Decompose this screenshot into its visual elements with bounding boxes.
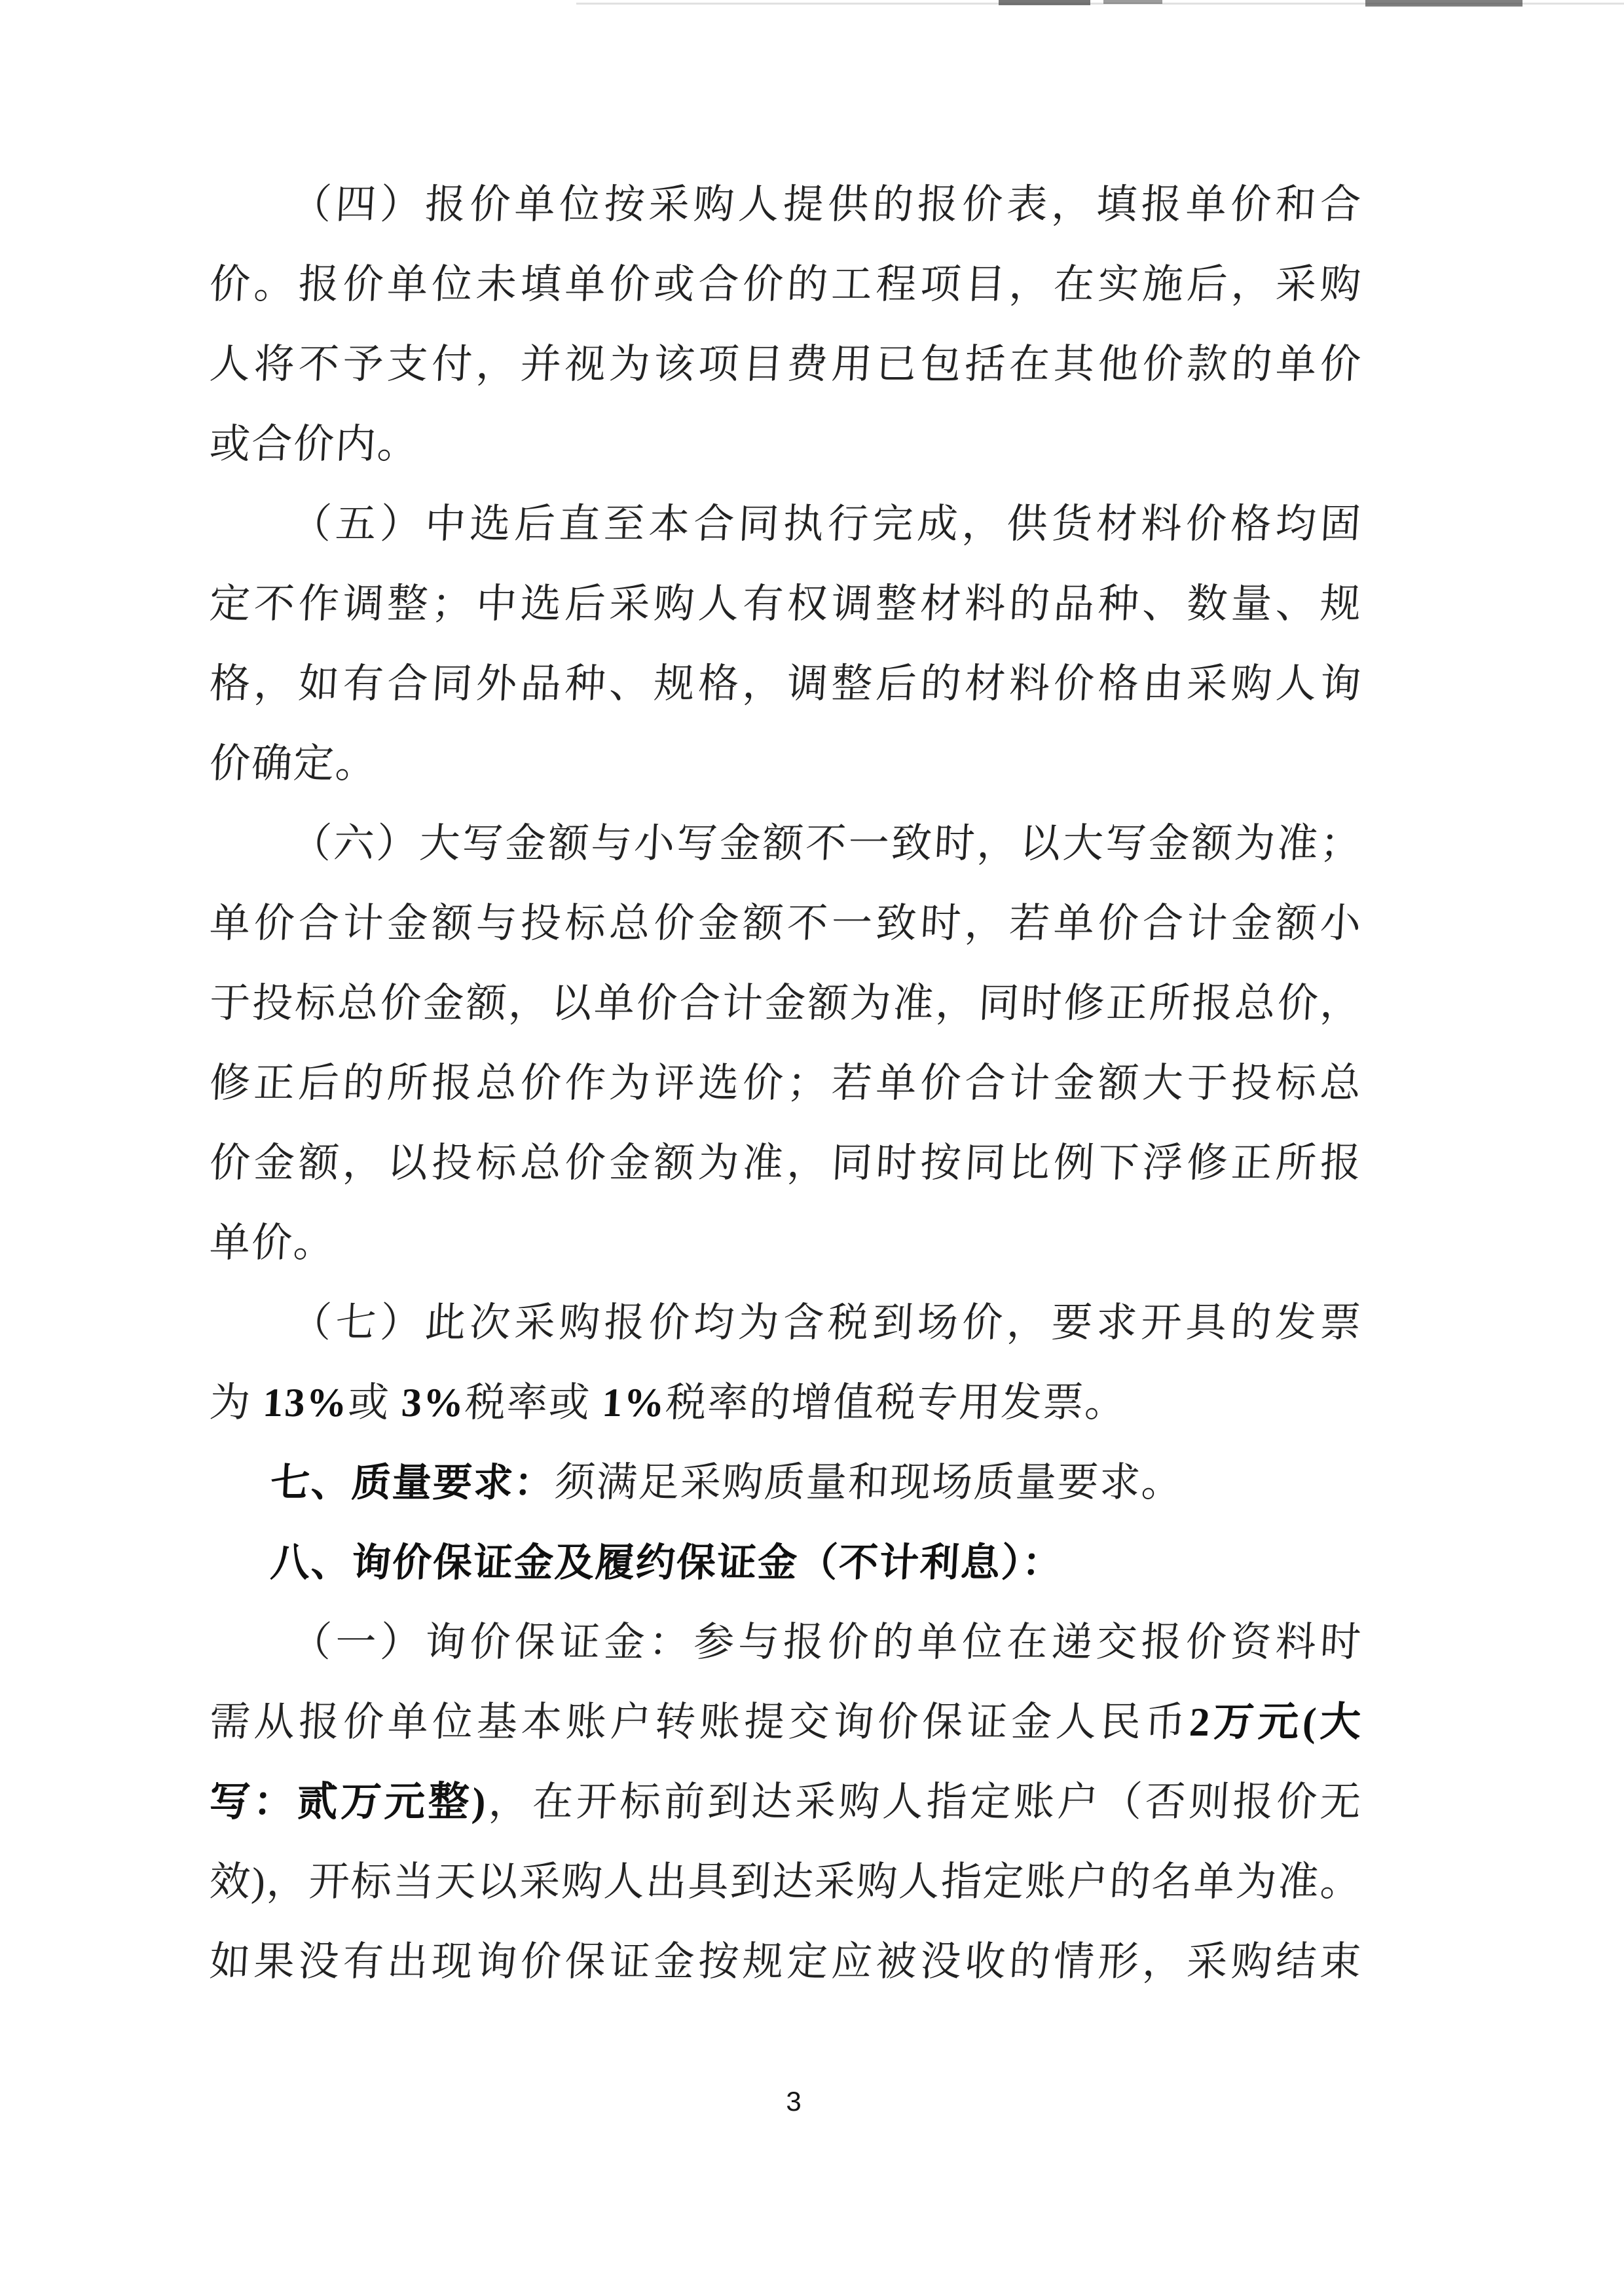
scan-artifact-dash [999,0,1090,5]
text-run-kai: （五）中选后直至本合同执行完成，供货材料价格均固 [289,502,1363,547]
scan-artifact-dash [1103,0,1162,4]
text-line [208,245,1364,325]
page-number: 3 [786,2086,802,2117]
text-run-b: 1% [600,1381,667,1425]
text-run-kai: 须满足采购质量和现场质量要求。 [553,1461,1185,1505]
text-line [208,1363,1364,1443]
text-line [208,1123,1364,1203]
text-run-kai: （四）报价单位按采购人提供的报价表，填报单价和合 [289,183,1363,227]
text-run-kai: 价确定。 [208,742,378,786]
text-line [208,1523,1364,1603]
text-line [208,1203,1364,1283]
text-run-kai: 价金额，以投标总价金额为准，同时按同比例下浮修正所报 [208,1141,1363,1186]
text-line [208,165,1364,245]
text-run-kai: 定不作调整；中选后采购人有权调整材料的品种、数量、规 [208,582,1363,627]
text-run-kai: （七）此次采购报价均为含税到场价，要求开具的发票 [289,1301,1363,1345]
text-line [208,1842,1364,1922]
text-run-kai: ，在开标前到达采购人指定账户（否则报价无 [485,1780,1363,1825]
text-run-b: 3% [400,1381,466,1425]
text-run-b: 写：贰万元整) [208,1780,489,1825]
text-run-hei: 七、质量要求： [269,1461,556,1504]
text-run-kai: 格，如有合同外品种、规格，调整后的材料价格由采购人询 [208,662,1363,706]
text-run-kai: 需从报价单位基本账户转账提交询价保证金人民币 [208,1700,1191,1745]
text-run-kai: 人将不予支付，并视为该项目费用已包括在其他价款的单价 [208,342,1363,387]
text-line [208,1283,1364,1363]
text-line [208,1603,1364,1683]
text-run-kai: （六）大写金额与小写金额不一致时，以大写金额为准； [289,822,1363,866]
text-run-kai: 单价。 [208,1221,337,1266]
text-line [208,1443,1364,1523]
text-run-kai: 价。报价单位未填单价或合价的工程项目，在实施后，采购 [208,263,1363,307]
text-run-kai: （一）询价保证金：参与报价的单位在递交报价资料时 [289,1620,1363,1665]
text-run-kai: 或合价内。 [208,422,420,467]
text-line [208,484,1364,564]
text-line [208,1683,1364,1762]
page-footer [0,2086,1624,2117]
text-line [208,884,1364,964]
text-line [208,804,1364,884]
text-run-kai: 为 [208,1381,265,1425]
text-run-b: 2万元(大 [1188,1700,1363,1745]
text-line [208,644,1364,724]
text-line [208,325,1364,405]
text-run-kai: 效)，开标当天以采购人出具到达采购人指定账户的名单为准。 [208,1860,1363,1904]
text-line [208,1922,1364,2002]
text-line [208,564,1364,644]
text-line [208,1044,1364,1123]
document-body [210,165,1362,2002]
text-run-kai: 税率或 [464,1381,604,1425]
scan-artifact-dash [1365,0,1522,7]
text-run-kai: 于投标总价金额，以单价合计金额为准，同时修正所报总价， [208,981,1363,1026]
text-run-kai: 如果没有出现询价保证金按规定应被没收的情形，采购结束 [208,1940,1363,1984]
text-line [208,405,1364,484]
text-run-b: 13% [261,1381,350,1425]
text-line [208,1762,1364,1842]
text-run-kai: 税率的增值税专用发票。 [664,1381,1128,1425]
text-run-kai: 单价合计金额与投标总价金额不一致时，若单价合计金额小 [208,902,1363,946]
text-line [208,724,1364,804]
text-run-kai: 修正后的所报总价作为评选价；若单价合计金额大于投标总 [208,1061,1363,1106]
text-line [208,964,1364,1044]
text-run-hei: 八、询价保证金及履约保证金（不计利息）： [269,1540,1064,1584]
text-run-kai: 或 [346,1381,403,1425]
